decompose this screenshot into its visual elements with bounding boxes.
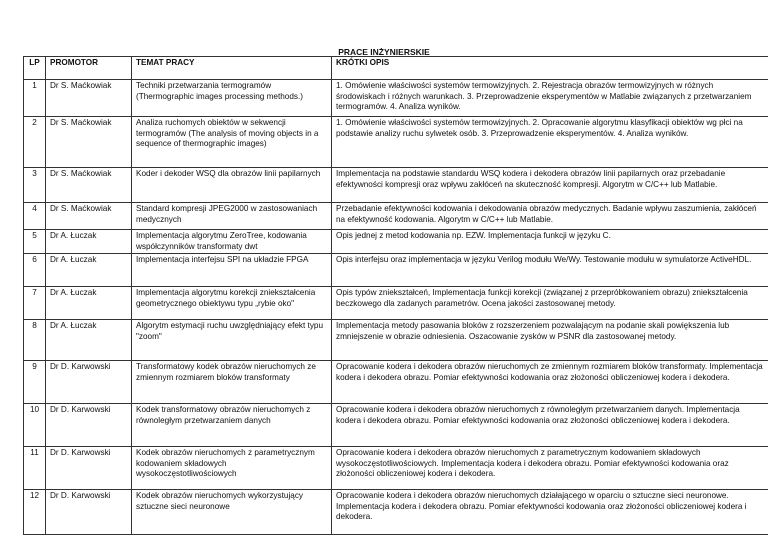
header-lp-label: LP (29, 58, 40, 67)
row-promotor: Dr A. Łuczak (46, 320, 132, 361)
row-opis: Opis typów zniekształceń, Implementacja funkcji korekcji (związanej z przepróbkowaniem obrazu) zniekształcenia beczkowego dla zadanych parametrów. Ocena jakości zastosowanej metody. (332, 287, 768, 320)
theses-table (23, 56, 768, 535)
row-opis: Opracowanie kodera i dekodera obrazów nieruchomych ze zmiennym rozmiarem bloków transformaty. Implementacja kodera i dekodera obrazu. Pomiar efektywności kodowania oraz złożoności obliczeniowej kodera i dekodera. (332, 361, 768, 404)
row-opis: Opracowanie kodera i dekodera obrazów nieruchomych działającego w oparciu o sztuczne sieci neuronowe. Implementacja kodera i dekodera obrazu. Pomiar efektywności kodowania oraz złożoności obliczeniowej kodera i dekodera. (332, 490, 768, 535)
header-promotor (46, 57, 132, 80)
row-promotor: Dr D. Karwowski (46, 447, 132, 490)
row-opis: Opis interfejsu oraz implementacja w języku Verilog modułu We/Wy. Testowanie modułu w symulatorze ActiveHDL. (332, 254, 768, 287)
row-promotor: Dr D. Karwowski (46, 490, 132, 535)
row-opis: Opis jednej z metod kodowania np. EZW. Implementacja funkcji w języku C. (332, 230, 768, 254)
row-temat: Kodek obrazów nieruchomych wykorzystujący sztuczne sieci neuronowe (132, 490, 332, 535)
row-opis: 1. Omówienie właściwości systemów termowizyjnych. 2. Opracowanie algorytmu klasyfikacji obiektów wg płci na podstawie analizy ruchu sylwetek osób. 3. Przeprowadzenie eksperymentów. 4. Analiza wyników. (332, 117, 768, 168)
row-lp: 12 (24, 490, 46, 535)
row-lp: 11 (24, 447, 46, 490)
row-lp: 3 (24, 168, 46, 203)
row-temat: Implementacja algorytmu ZeroTree, kodowania współczynników transformaty dwt (132, 230, 332, 254)
row-promotor: Dr S. Maćkowiak (46, 80, 132, 117)
header-temat-label: TEMAT PRACY (136, 58, 195, 67)
table-row (24, 80, 768, 117)
row-lp: 9 (24, 361, 46, 404)
row-lp: 6 (24, 254, 46, 287)
header-promotor-label: PROMOTOR (50, 58, 99, 67)
table-row (24, 203, 768, 230)
header-row (24, 57, 768, 80)
row-temat: Standard kompresji JPEG2000 w zastosowaniach medycznych (132, 203, 332, 230)
row-promotor: Dr S. Maćkowiak (46, 117, 132, 168)
header-opis (332, 57, 768, 80)
row-temat: Implementacja interfejsu SPI na układzie FPGA (132, 254, 332, 287)
table-row (24, 320, 768, 361)
row-temat: Implementacja algorytmu korekcji zniekształcenia geometrycznego obiektywu typu „rybie oko" (132, 287, 332, 320)
table-row (24, 117, 768, 168)
row-opis: Opracowanie kodera i dekodera obrazów nieruchomych z parametrycznym kodowaniem składowych wysokoczęstotliwościowych. Implementacja kodera i dekodera obrazu. Pomiar efektywności kodowania oraz złożoności obliczeniowej kodera i dekodera. (332, 447, 768, 490)
row-temat: Kodek obrazów nieruchomych z parametrycznym kodowaniem składowych wysokoczęstotliwościowych (132, 447, 332, 490)
row-lp: 4 (24, 203, 46, 230)
row-promotor: Dr A. Łuczak (46, 287, 132, 320)
row-lp: 10 (24, 404, 46, 447)
table-row (24, 254, 768, 287)
row-promotor: Dr A. Łuczak (46, 254, 132, 287)
row-temat: Transformatowy kodek obrazów nieruchomych ze zmiennym rozmiarem bloków transformaty (132, 361, 332, 404)
row-temat: Kodek transformatowy obrazów nieruchomych z równoległym przetwarzaniem danych (132, 404, 332, 447)
row-lp: 1 (24, 80, 46, 117)
row-temat: Koder i dekoder WSQ dla obrazów linii papilarnych (132, 168, 332, 203)
header-opis-label: KRÓTKI OPIS (336, 58, 390, 67)
row-promotor: Dr D. Karwowski (46, 361, 132, 404)
row-opis: Implementacja na podstawie standardu WSQ kodera i dekodera obrazów linii papilarnych oraz przebadanie efektywności kompresji oraz wpływu zakłóceń na skuteczność kompresji. Algorytm w C/C++ lub Matlabie. (332, 168, 768, 203)
row-promotor: Dr A. Łuczak (46, 230, 132, 254)
row-promotor: Dr S. Maćkowiak (46, 168, 132, 203)
table-row (24, 230, 768, 254)
table-row (24, 490, 768, 535)
row-temat: Techniki przetwarzania termogramów (Thermographic images processing methods.) (132, 80, 332, 117)
row-temat: Analiza ruchomych obiektów w sekwencji termogramów (The analysis of moving objects in a sequence of thermographic images) (132, 117, 332, 168)
table-row (24, 447, 768, 490)
row-lp: 2 (24, 117, 46, 168)
row-lp: 7 (24, 287, 46, 320)
row-lp: 8 (24, 320, 46, 361)
row-opis: Implementacja metody pasowania bloków z rozszerzeniem pozwalającym na podanie skali powiększenia lub zmniejszenie w obrazie odniesienia. Oszacowanie zysków w PSNR dla zastosowanej metody. (332, 320, 768, 361)
header-temat (132, 57, 332, 80)
row-opis: 1. Omówienie właściwości systemów termowizyjnych. 2. Rejestracja obrazów termowizyjnych w różnych środowiskach i różnych warunkach. 3. Przeprowadzenie eksperymentów w Matlabie związanych z przetwarzaniem termogramów. 4. Analiza wyników. (332, 80, 768, 117)
row-lp: 5 (24, 230, 46, 254)
table-row (24, 404, 768, 447)
row-temat: Algorytm estymacji ruchu uwzględniający efekt typu "zoom" (132, 320, 332, 361)
row-promotor: Dr S. Maćkowiak (46, 203, 132, 230)
row-opis: Opracowanie kodera i dekodera obrazów nieruchomych z równoległym przetwarzaniem danych. Implementacja kodera i dekodera obrazu. Pomiar efektywności kodowania oraz złożoności obliczeniowej kodera i dekodera. (332, 404, 768, 447)
table-row (24, 361, 768, 404)
document-title: PRACE INŻYNIERSKIE (338, 47, 430, 57)
row-promotor: Dr D. Karwowski (46, 404, 132, 447)
table-row (24, 287, 768, 320)
table-row (24, 168, 768, 203)
header-lp (24, 57, 46, 80)
row-opis: Przebadanie efektywności kodowania i dekodowania obrazów medycznych. Badanie wpływu zaszumienia, zakłóceń na efektywność kodowania. Algorytm w C/C++ lub Matlabie. (332, 203, 768, 230)
